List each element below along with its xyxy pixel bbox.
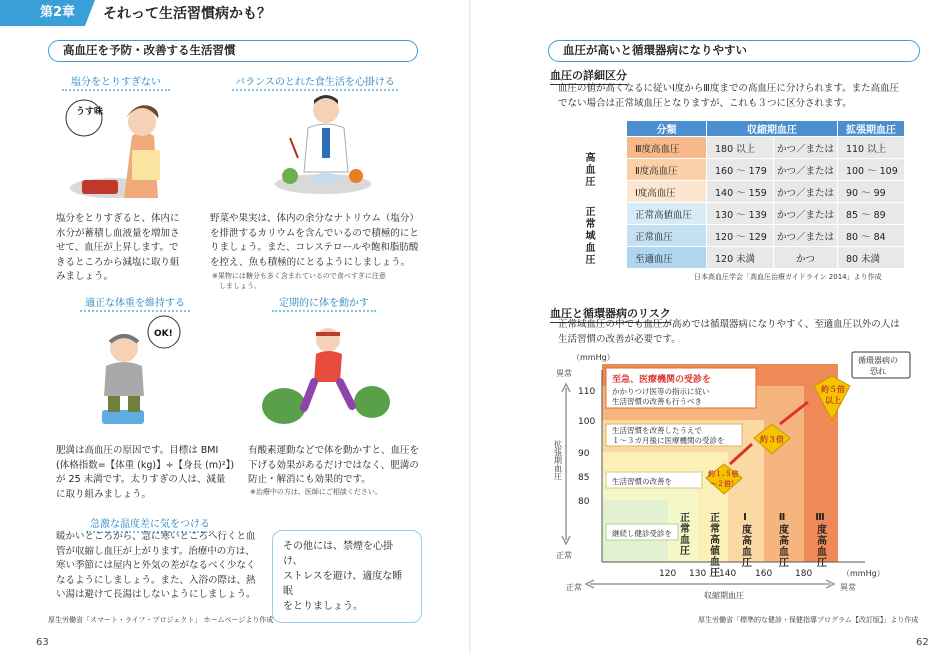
zone-label: Ⅲ度高血圧 (814, 512, 826, 568)
classification-source: 日本高血圧学会「高血圧治療ガイドライン 2014」より作成 (694, 273, 882, 281)
salt-illustration (62, 88, 182, 206)
salt-text: 塩分をとりすぎると、体内に 水分が蓄積し血液量を増加さ せて、血圧が上昇します。で きるところから減塩に取り組 みましょう。 (56, 213, 180, 282)
y-tick-label: 110 (578, 387, 596, 397)
y-axis-title: 拡張期血圧 (553, 440, 563, 480)
cell-dia: 100 ～ 109 (837, 159, 904, 181)
x-high-label: 異常 (840, 583, 856, 592)
cell-dia: 110 以上 (837, 137, 904, 159)
balance-text: 野菜や果実は、体内の余分なナトリウム（塩分） を排泄するカリウムを含んでいるので積極的にと りましょう。また、コレステロールや飽和脂肪酸 を控え、魚も積極的にとるようにしましょう。 (210, 213, 419, 268)
cell-dia: 80 ～ 84 (837, 225, 904, 247)
th-systolic: 収縮期血圧 (707, 121, 838, 137)
chapter-title: それって生活習慣病かも？ (103, 6, 272, 22)
risk-callout-line1: 循環器病の (858, 356, 898, 365)
cell-op: かつ／または (774, 225, 838, 247)
weight-illustration (88, 310, 188, 434)
x-low-label: 正常 (566, 583, 582, 592)
cell-sys: 120 未満 (707, 247, 774, 269)
group-label-high: 高血圧 (551, 137, 627, 203)
risk-heading: 血圧と循環器病のリスク (550, 305, 671, 323)
x-axis-arrow (586, 580, 834, 588)
x-tick-label: 120 (659, 569, 677, 579)
risk-source: 厚生労働省「標準的な健診・保健指導プログラム【改訂版】」より作成 (698, 616, 919, 624)
urgent-line1: かかりつけ医等の指示に従い (612, 387, 710, 396)
zone-label: Ⅰ度高血圧 (739, 512, 751, 568)
cell-name: Ⅱ度高血圧 (627, 159, 707, 181)
th-diastolic: 拡張期血圧 (837, 121, 904, 137)
cell-dia: 85 ～ 89 (837, 203, 904, 225)
left-page-number: 63 (36, 637, 49, 648)
urgent-title: 至急、医療機関の受診を (612, 375, 712, 385)
cell-sys: 160 ～ 179 (707, 159, 774, 181)
salt-title: 塩分をとりすぎない (62, 73, 170, 91)
salt-bubble-text: うす味 (76, 107, 104, 117)
risk-chart (470, 0, 940, 654)
urgent-line2: 生活習慣の改善も行うべき (612, 397, 702, 406)
x-tick-label: 180 (795, 569, 813, 579)
mult3-text: 約３倍 (760, 435, 784, 444)
cell-op: かつ／または (774, 137, 838, 159)
risk-callout-line2: 恐れ (870, 367, 886, 376)
cell-name: 正常高値血圧 (627, 203, 707, 225)
right-page-number: 62 (916, 637, 929, 648)
weight-title: 適正な体重を維持する (80, 294, 190, 312)
chapter-header (0, 0, 271, 26)
exercise-illustration (256, 310, 396, 434)
continue-text: 継続し健診受診を (612, 529, 672, 538)
three-month-line1: 生活習慣を改善したうえで (612, 426, 702, 435)
exercise-title: 定期的に体を動かす (272, 294, 376, 312)
right-section-title: 血圧が高いと循環器病になりやすい (548, 40, 920, 62)
exercise-text: 有酸素運動などで体を動かすと、血圧を 下げる効果があるだけではなく、肥満の 防止・解消にも効果的です。 (248, 445, 420, 485)
y-high-label: 異常 (556, 369, 572, 378)
mult15-line1: 約１.５倍 (708, 470, 739, 478)
y-axis-arrow (562, 384, 570, 544)
th-category: 分類 (627, 121, 707, 137)
x-tick-label: 140 (719, 569, 737, 579)
left-source: 厚生労働省「スマート・ライフ・プロジェクト」 ホームページより作成 (48, 616, 274, 624)
cell-op: かつ／または (774, 181, 838, 203)
balance-title: バランスのとれた食生活を心掛ける (232, 73, 398, 91)
right-page (470, 0, 940, 654)
x-unit: （mmHg） (842, 569, 885, 578)
x-tick-label: 160 (755, 569, 773, 579)
x-axis-title: 収縮期血圧 (704, 591, 744, 600)
left-section-title: 高血圧を予防・改善する生活習慣 (48, 40, 418, 62)
zone-label: 正常血圧 (677, 512, 689, 556)
mult5-line1: 約５倍 (821, 385, 845, 394)
y-tick-label: 80 (578, 497, 590, 507)
x-tick-label: 130 (689, 569, 707, 579)
lifestyle-text: 生活習慣の改善を (612, 477, 672, 486)
y-tick-label: 85 (578, 473, 590, 483)
y-tick-label: 100 (578, 417, 596, 427)
exercise-note: ※治療中の方は、医師にご相談ください。 (250, 488, 382, 496)
zone-label: 正常高値血圧 (707, 512, 719, 578)
other-tip-box: その他には、禁煙を心掛け、 ストレスを避け、適度な睡眠 をとりましょう。 (272, 530, 422, 623)
cell-dia: 90 ～ 99 (837, 181, 904, 203)
cell-op: かつ／または (774, 203, 838, 225)
cell-sys: 180 以上 (707, 137, 774, 159)
cell-op: かつ／または (774, 159, 838, 181)
cell-op: かつ (774, 247, 838, 269)
mult15-line2: ～２倍！ (710, 480, 738, 488)
balance-illustration (268, 88, 378, 198)
cell-sys: 120 ～ 129 (707, 225, 774, 247)
balance-note: ※果物には糖分も多く含まれているので食べすぎに注意 しましょう。 (212, 272, 386, 290)
temp-title: 急激な温度差に気をつける (86, 515, 214, 533)
cell-sys: 130 ～ 139 (707, 203, 774, 225)
group-label-normal: 正常域血圧 (551, 203, 627, 269)
classification-heading: 血圧の詳細区分 (550, 67, 627, 85)
y-low-label: 正常 (556, 551, 572, 560)
chapter-tag: 第2章 (0, 0, 85, 26)
weight-text: 肥満は高血圧の原因です。目標は BMI (体格指数=【体重 (kg)】÷【身長 (m)²】) が 25 未満です。太りすぎの人は、減量 に取り組みましょう。 (56, 445, 235, 500)
cell-sys: 140 ～ 159 (707, 181, 774, 203)
cell-dia: 80 未満 (837, 247, 904, 269)
y-unit: （mmHg） (572, 353, 615, 362)
three-month-line2: １～３カ月後に医療機関の受診を (612, 436, 725, 445)
cell-name: 至適血圧 (627, 247, 707, 269)
cell-name: Ⅲ度高血圧 (627, 137, 707, 159)
cell-name: 正常血圧 (627, 225, 707, 247)
cell-name: Ⅰ度高血圧 (627, 181, 707, 203)
temp-text: 暖かいところから、急に寒いところへ行くと血 管が収縮し血圧が上がります。治療中の方は、 寒い季節には屋内と外気の差がなるべく少なく なるようにしましょう。また、入浴の際は、熱 い湯は避けて長湯はしないようにしましょう。 (56, 531, 256, 600)
weight-bubble-text: OK! (154, 329, 173, 339)
classification-text: 血圧の値が高くなるに従いⅠ度からⅢ度までの高血圧に分けられます。また高血圧 でない場合は正常域血圧となりますが、これも３つに区分されます。 (558, 83, 900, 109)
risk-text: 正常域血圧の中でも血圧が高めでは循環器病になりやすく、至適血圧以外の人は 生活習慣の改善が必要です。 (558, 319, 900, 345)
mult5-line2: 以上 (825, 396, 841, 405)
y-tick-label: 90 (578, 449, 590, 459)
zone-label: Ⅱ度高血圧 (776, 512, 788, 568)
